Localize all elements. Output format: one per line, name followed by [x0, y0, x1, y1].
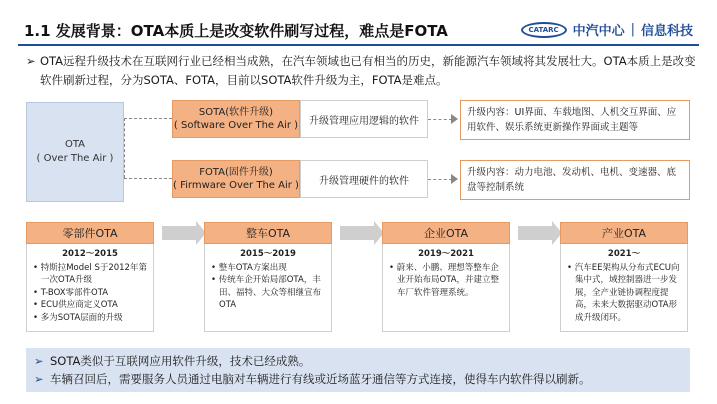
stage-body-component: [26, 244, 154, 332]
summary-line: ➢ SOTA类似于互联网应用软件升级，技术已经成熟。: [34, 354, 311, 368]
fota-desc-box: [300, 160, 428, 198]
stage-years: 2012～2015: [62, 249, 118, 259]
sota-desc: 升级管理应用逻辑的软件: [309, 115, 419, 127]
bullet-arrow-icon: ➢: [34, 354, 44, 368]
stage-body-enterprise: [382, 244, 510, 332]
fota-sub: ( Firmware Over The Air ): [173, 180, 299, 191]
bullet-arrow-icon: ➢: [34, 372, 44, 386]
stage-item: • 传统车企开始局部OTA，丰田、福特、大众等相继宣布OTA: [211, 275, 322, 310]
stage-head-component: [26, 222, 154, 244]
sota-detail-box: [460, 100, 690, 140]
stage-item: • 蔚来、小鹏、理想等整车企业开始布局OTA，并建立整车厂软件管理系统。: [389, 262, 500, 298]
ota-label: OTA: [64, 139, 86, 150]
stage-item: • 特斯拉Model S于2012年第一次OTA升级: [33, 262, 147, 285]
stage-title: 产业OTA: [601, 227, 647, 240]
stage-years: 2015～2019: [240, 249, 296, 259]
stage-years: 2019～2021: [418, 249, 474, 259]
fota-box: [172, 160, 300, 198]
ota-box: [26, 102, 124, 202]
summary-line: ➢ 车辆召回后，需要服务人员通过电脑对车辆进行有线或近场蓝牙通信等方式连接，使得车内软件得以刷新。: [34, 372, 591, 386]
stage-item: • T-BOX零部件OTA: [33, 287, 109, 298]
fota-detail: 升级内容：动力电池、发动机、电机、变速器、底盘等控制系统: [467, 167, 677, 193]
intro-text: OTA远程升级技术在互联网行业已经相当成熟，在汽车领域也已有相当的历史，新能源汽车领域将其发展壮大。OTA本质上是改变软件刷新过程，分为SOTA、FOTA，目前以SOTA软件升级为主，FOTA是难点。: [40, 54, 696, 87]
fota-label: FOTA(固件升级): [199, 167, 273, 178]
stage-body-vehicle: [204, 244, 332, 332]
ota-to-sota-connector: [124, 118, 172, 119]
summary-box: [26, 348, 690, 392]
stage-head-enterprise: [382, 222, 510, 244]
catarc-logo-icon: CATARC: [521, 22, 567, 38]
stage-title: 零部件OTA: [62, 227, 118, 240]
logo-org-text: 中汽中心: [572, 24, 625, 39]
logo-dept-text: 信息科技: [640, 24, 693, 39]
sota-label: SOTA(软件升级): [198, 107, 274, 118]
stage-arrow-icon: [162, 226, 196, 240]
arrow-right-icon: [451, 114, 458, 124]
stage-head-vehicle: [204, 222, 332, 244]
sota-box: [172, 100, 300, 138]
stage-arrow-icon: [340, 226, 374, 240]
stage-title: 企业OTA: [423, 227, 469, 240]
stage-arrow-icon: [518, 226, 552, 240]
stage-item: • 汽车EE架构从分布式ECU向集中式，域控制器进一步发展，全产业链协调程度提高，未来大数据驱动OTA形成升级闭环。: [567, 262, 680, 323]
logo-separator: |: [630, 22, 635, 37]
stage-item: • ECU供应商定义OTA: [33, 300, 118, 310]
logo: [521, 20, 693, 39]
sota-sub: ( Software Over The Air ): [173, 120, 299, 131]
sota-detail: 升级内容：UI界面、车载地图、人机交互界面、应用软件、娱乐系统更新操作界面或主题等: [467, 107, 677, 133]
ota-sub: ( Over The Air ): [36, 153, 114, 164]
arrow-right-icon: [451, 174, 458, 184]
stage-item: • 整车OTA方案出现: [211, 262, 287, 273]
ota-to-fota-connector: [124, 178, 172, 179]
sota-desc-box: [300, 100, 428, 138]
fota-detail-box: [460, 160, 690, 200]
stage-body-industry: [560, 244, 688, 332]
sota-detail-connector: [428, 119, 452, 120]
stage-head-industry: [560, 222, 688, 244]
stage-years: 2021～: [607, 249, 641, 259]
fota-detail-connector: [428, 179, 452, 180]
intro-paragraph: [26, 52, 696, 90]
page-title: 1.1 发展背景：OTA本质上是改变软件刷写过程，难点是FOTA: [24, 22, 448, 40]
fota-desc: 升级管理硬件的软件: [319, 175, 409, 187]
bullet-arrow-icon: ➢: [26, 54, 36, 68]
stage-title: 整车OTA: [245, 227, 291, 240]
title-divider: [18, 44, 699, 46]
stage-item: • 多为SOTA层面的升级: [33, 312, 123, 323]
ota-connector-vertical: [124, 118, 125, 178]
